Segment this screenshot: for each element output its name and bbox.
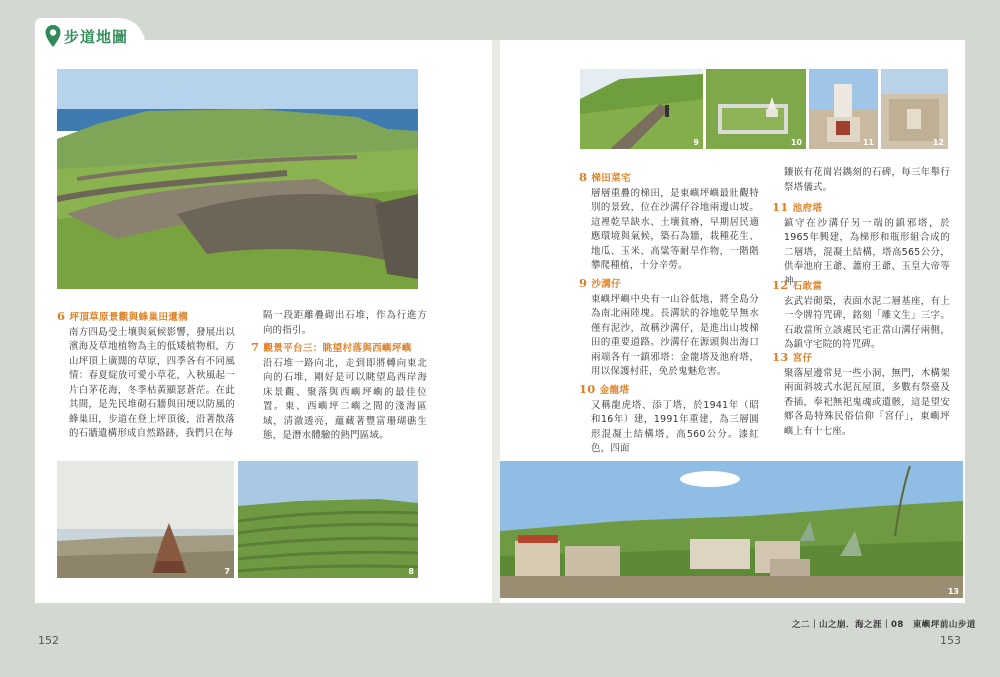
photo-stone-cairn	[57, 461, 234, 578]
section-heading: 沙溝仔	[591, 279, 621, 290]
photo-number: 10	[790, 138, 802, 147]
section-body: 又稱龍虎塔、添丁塔，於1941年（昭和16年）建，1991年重建，為三層圓形混凝土結構塔，高560公分。漆紅色，四面	[591, 399, 759, 454]
section-number: 7	[251, 340, 260, 354]
photo-number: 7	[224, 567, 230, 576]
section-title: 步道地圖	[64, 28, 129, 46]
section-number: 12	[772, 278, 789, 292]
left-page-number: 152	[38, 634, 59, 647]
running-head: 之二｜山之崩．海之涯｜08 東嶼坪前山步道	[792, 620, 976, 630]
photo-hillside-path	[580, 69, 703, 149]
map-pin-icon	[44, 24, 62, 48]
section-7	[251, 340, 427, 444]
section-heading: 觀景平台三：眺望村落與西嶼坪嶼	[263, 343, 412, 354]
right-page-number: 153	[940, 634, 961, 647]
section-10	[579, 382, 759, 457]
photo-village-panorama	[500, 461, 963, 598]
section-body: 鎮守在沙溝仔另一端的鎮邪塔，於1965年興建，為梯形和瓶形組合成的二層塔，混凝土結構，塔高565公分，供奉池府王爺、蕭府王爺、玉皇大帝等神。	[784, 217, 950, 287]
photo-number: 13	[947, 587, 959, 596]
section-body: 聚落屋邊常見一些小洞，無門，木構架兩面斜坡式水泥瓦屋頂，多數有祭臺及香插，奉祀無祀鬼魂或遺骸，這是望安鄉各島特殊民俗信仰「宮仔」，東嶼坪嶼上有十七座。	[784, 367, 950, 437]
section-13	[772, 350, 950, 439]
photo-shi-gan-dang	[881, 69, 948, 149]
section-number: 9	[579, 276, 588, 290]
section-heading: 梯田菜宅	[591, 173, 631, 184]
photo-number: 8	[408, 567, 414, 576]
section-9	[579, 276, 759, 380]
section-10-continued	[772, 166, 950, 195]
section-body: 隔一段距離疊砌出石堆，作為行進方向的指引。	[263, 310, 427, 336]
section-body: 層層重疊的梯田，是東嶼坪嶼最壯觀特別的景致，位在沙溝仔谷地兩邊山坡。這裡乾旱缺水、土壤貧瘠，早期居民適應環境與氣候，築石為牆，栽種花生、地瓜、玉米、高粱等耐旱作物，一階階攀爬種植，十分辛勞。	[591, 187, 759, 271]
section-body: 南方四島受土壤與氣候影響，發展出以濱海及草地植物為主的低矮植物相，方山坪頂上廣闊的草原，四季各有不同風情：春夏綻放可愛小草花，入秋風起一片白茅花海，冬季枯黃顯瑟蒼茫。在此其間，是先民堆砌石牆與田埂以防風的蜂巢田，步道在登上坪頂後，沿著散落的石牆遺構形成自然路跡，我們只在每	[69, 326, 235, 439]
photo-number: 9	[693, 138, 699, 147]
section-heading: 金龍塔	[599, 385, 630, 396]
section-6-continued	[251, 309, 427, 338]
section-body: 沿石堆一路向北，走到即將轉向東北向的石堆，剛好是可以眺望島西岸海床景觀、聚落與西嶼坪嶼的最佳位置。東、西嶼坪二嶼之間的淺海區域，清澈透亮，蘊藏著豐富珊瑚礁生態，是潛水體驗的熱門區域。	[263, 357, 427, 441]
section-heading: 池府塔	[792, 203, 823, 214]
section-number: 6	[57, 309, 66, 323]
section-body: 鑲嵌有花崗岩鐫刻的石碑，每三年舉行祭塔儀式。	[784, 167, 950, 193]
photo-grassland-stone-walls	[57, 69, 418, 289]
photo-number: 11	[862, 138, 874, 147]
section-body: 東嶼坪嶼中央有一山谷低地，將全島分為南北兩陸塊。長溝狀的谷地乾旱無水僅有泥沙，故稱沙溝仔，是進出山坡梯田的重要道路。沙溝仔在源頭與出海口兩端各有一鎮邪塔：金龍塔及池府塔，用以保護村莊，免於鬼魅危害。	[591, 293, 759, 377]
section-number: 11	[772, 200, 789, 214]
photo-chifu-tower	[809, 69, 878, 149]
section-heading: 宮仔	[792, 353, 813, 364]
section-8	[579, 170, 759, 274]
photo-number: 12	[932, 138, 944, 147]
section-6	[57, 309, 235, 442]
section-11	[772, 200, 950, 289]
section-heading: 石敢當	[792, 281, 823, 292]
section-number: 8	[579, 170, 588, 184]
section-heading: 坪頂草原景觀與蜂巢田遺構	[69, 312, 189, 323]
section-number: 10	[579, 382, 596, 396]
page-spine	[492, 40, 500, 603]
section-number: 13	[772, 350, 789, 364]
section-12	[772, 278, 950, 353]
photo-terraced-hill	[238, 461, 418, 578]
section-body: 玄武岩砌築，表面水泥二層基座，有上一令牌符咒碑，銘刻「雕文生」三字。石敢當所立該處民宅正當山溝仔兩側，為鎮守宅院的符咒碑。	[784, 295, 950, 350]
photo-jinlong-tower	[706, 69, 806, 149]
